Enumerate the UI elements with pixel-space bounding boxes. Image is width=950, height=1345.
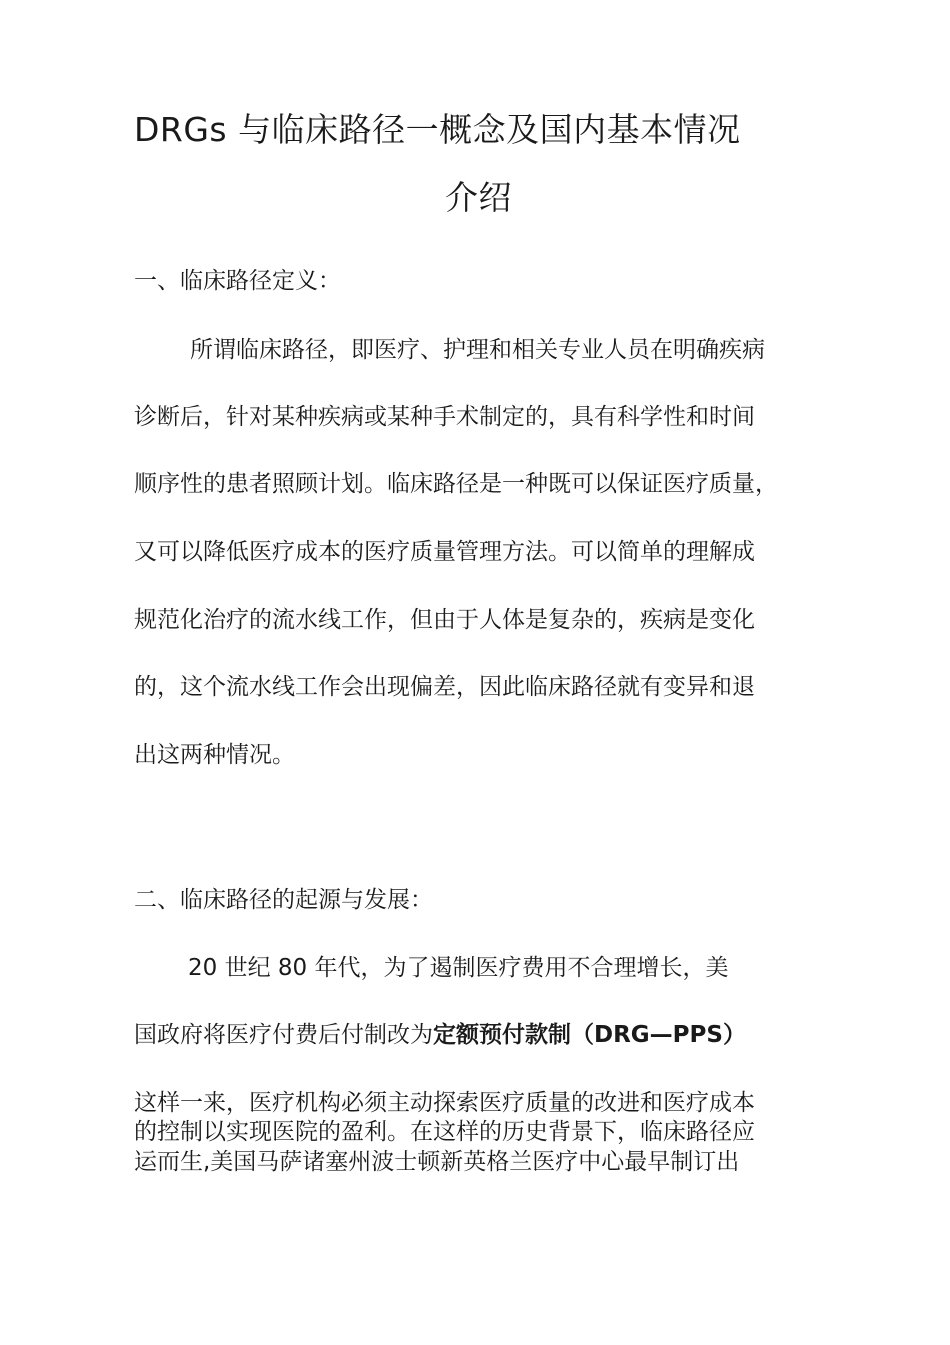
document-title-line-2: 介绍 <box>445 178 512 217</box>
section-1-paragraph-line: 又可以降低医疗成本的医疗质量管理方法。可以简单的理解成 <box>134 539 755 565</box>
section-2-heading: 二、临床路径的起源与发展： <box>134 887 433 913</box>
section-1-paragraph-line: 所谓临床路径，即医疗、护理和相关专业人员在明确疾病 <box>190 337 765 363</box>
section-1-paragraph-line: 顺序性的患者照顾计划。临床路径是一种既可以保证医疗质量， <box>134 471 778 497</box>
section-1-paragraph-line: 的，这个流水线工作会出现偏差，因此临床路径就有变异和退 <box>134 674 755 700</box>
section-2-paragraph-line <box>134 1020 746 1050</box>
section-2-paragraph-line: 20 世纪 80 年代，为了遏制医疗费用不合理增长，美 <box>188 955 729 981</box>
section-2-dense-line: 的控制以实现医院的盈利。在这样的历史背景下，临床路径应 <box>134 1119 755 1145</box>
bold-term: 定额预付款制（DRG—PPS） <box>433 1022 746 1048</box>
section-2-dense-line: 这样一来，医疗机构必须主动探索医疗质量的改进和医疗成本 <box>134 1090 755 1116</box>
section-1-paragraph-line: 规范化治疗的流水线工作，但由于人体是复杂的，疾病是变化 <box>134 607 755 633</box>
section-1-paragraph-line: 出这两种情况。 <box>134 742 295 768</box>
paragraph-text: 国政府将医疗付费后付制改为 <box>134 1022 433 1048</box>
section-1-paragraph-line: 诊断后，针对某种疾病或某种手术制定的，具有科学性和时间 <box>134 404 755 430</box>
section-1-heading: 一、临床路径定义： <box>134 268 341 294</box>
document-title-line-1: DRGs 与临床路径一概念及国内基本情况 <box>134 110 741 149</box>
section-2-dense-line: 运而生,美国马萨诸塞州波士顿新英格兰医疗中心最早制订出 <box>134 1149 740 1175</box>
